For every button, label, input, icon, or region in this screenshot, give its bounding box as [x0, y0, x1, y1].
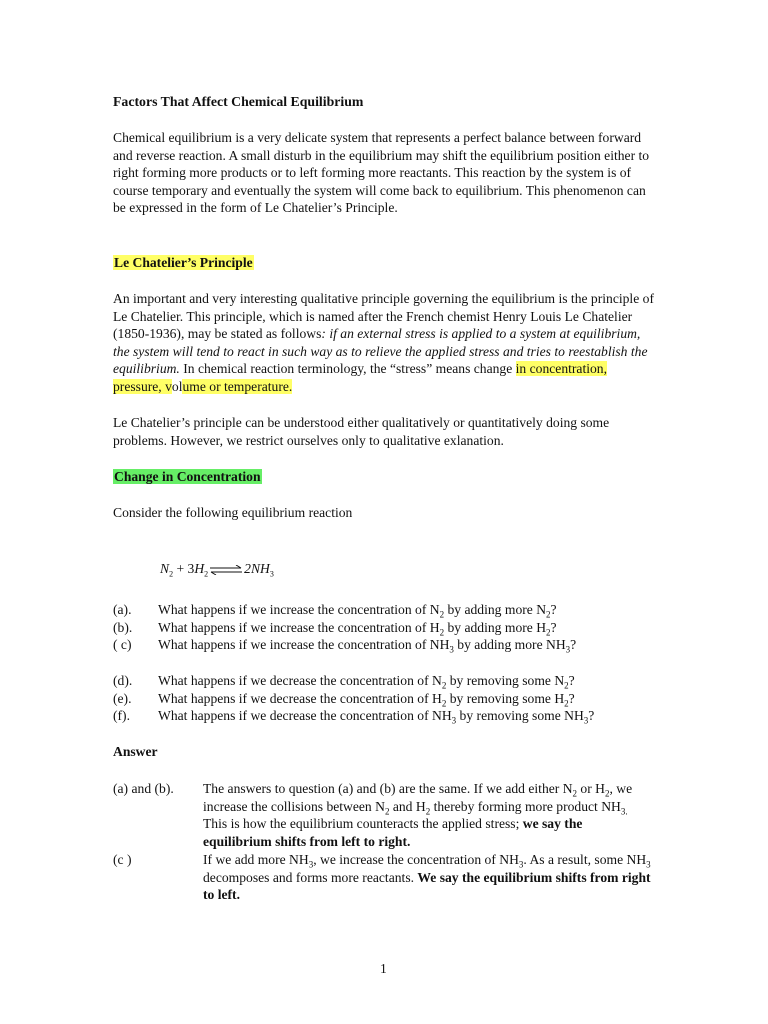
question-row: [113, 707, 658, 725]
eq-product-sub: 3: [269, 569, 274, 579]
answer-c-label: (c ): [113, 852, 132, 867]
answer-ab-label: (a) and (b).: [113, 781, 174, 796]
question-text: What happens if we decrease the concentration of $H_2$ by removing some $H_2$?: [158, 690, 575, 709]
answer-c: [113, 851, 658, 905]
question-row: [113, 690, 658, 708]
question-label: ( c): [113, 637, 132, 653]
eq-n-sub: 2: [169, 569, 174, 579]
question-label: (b).: [113, 619, 133, 635]
eq-n: N: [160, 561, 170, 576]
answer-ab-conclusion: we say the equilibrium shifts from left to right.: [203, 816, 583, 849]
answer-ab-text: The answers to question (a) and (b) are the same. If we add either $N_2$ or $H_2$, we increase the collisions between $N_2$ and $H_2$ thereby forming more product $NH_{3.}$ This is how the equilibrium counteracts the applied stress; we say the equilibrium shifts from left to right.: [203, 781, 633, 849]
answer-heading: Answer: [113, 744, 158, 759]
question-row: [113, 636, 658, 654]
question-text: What happens if we increase the concentration of $N_2$ by adding more $N_2$?: [158, 602, 557, 620]
reaction-lead: Consider the following equilibrium reaction: [113, 505, 353, 520]
intro-paragraph: Chemical equilibrium is a very delicate system that represents a perfect balance between forward and reverse reaction. A small disturb in the equilibrium may shift the equilibrium position either to right forming more products or to left forming more reactants. This reaction by the system is of course temporary and eventually the system will come back to equilibrium. This phenomenon can be expressed in the form of Le Chatelier’s Principle.: [113, 130, 650, 216]
p1-text-b: In chemical reaction terminology, the “stress” means change: [179, 361, 516, 377]
question-label: (a).: [113, 602, 132, 617]
le-chatelier-paragraph: [113, 290, 658, 396]
question-row: [113, 619, 658, 637]
answer-ab: [113, 780, 658, 852]
equilibrium-arrow-icon: [209, 565, 243, 575]
question-label: (f).: [113, 708, 130, 724]
p1-highlight-2: ume or temperature.: [182, 378, 293, 394]
question-text: What happens if we increase the concentration of $NH_3$ by adding more $NH_3$?: [158, 637, 577, 655]
page-title: Factors That Affect Chemical Equilibrium: [113, 94, 364, 109]
eq-product: 2NH: [244, 561, 270, 576]
p1-text-a: An important and very interesting qualitative principle governing the equilibrium is the principle of Le Chatelier. This principle, which is named after the French chemist Henry Louis Le Chatelier (1850-1936), may be stated as follows: [113, 291, 654, 342]
eq-h: H: [194, 561, 205, 576]
p1-highlight-1: in concentration, pressure, v: [113, 361, 608, 394]
p1-italic-statement: : if an external stress is applied to a system at equilibrium, the system will tend to react in such way as to relieve the applied stress and tries to reestablish the equilibrium.: [113, 326, 648, 377]
page-number: 1: [380, 961, 387, 976]
question-text: What happens if we decrease the concentration of $N_2$ by removing some $N_2$?: [158, 673, 575, 691]
question-row: [113, 601, 658, 619]
heading-le-chatelier-text: Le Chatelier’s Principle: [114, 255, 253, 270]
question-text: What happens if we increase the concentration of $H_2$ by adding more $H_2$?: [158, 619, 557, 638]
question-label: (d).: [113, 673, 133, 688]
eq-h-sub: 2: [204, 569, 209, 579]
eq-plus: + 3: [173, 561, 195, 576]
heading-concentration-text: Change in Concentration: [114, 469, 261, 484]
question-row: [113, 672, 658, 690]
answer-c-conclusion: We say the equilibrium shifts from right to left.: [203, 869, 651, 903]
p1-text-c: ol: [171, 378, 183, 394]
answer-c-text: If we add more $NH_3$, we increase the concentration of $NH_3$. As a result, some $NH_3$ decomposes and forms more reactants. We say the equilibrium shifts from right to left.: [203, 852, 651, 903]
section-heading-le-chatelier: [113, 254, 658, 272]
section-heading-concentration: [113, 468, 658, 486]
question-label: (e).: [113, 690, 132, 706]
equilibrium-equation: [160, 560, 274, 578]
qualitative-paragraph: Le Chatelier’s principle can be understood either qualitatively or quantitatively doing some problems. However, we restrict ourselves only to qualitative exlanation.: [113, 415, 610, 448]
question-text: What happens if we decrease the concentration of $NH_3$ by removing some $NH_3$?: [158, 708, 595, 726]
